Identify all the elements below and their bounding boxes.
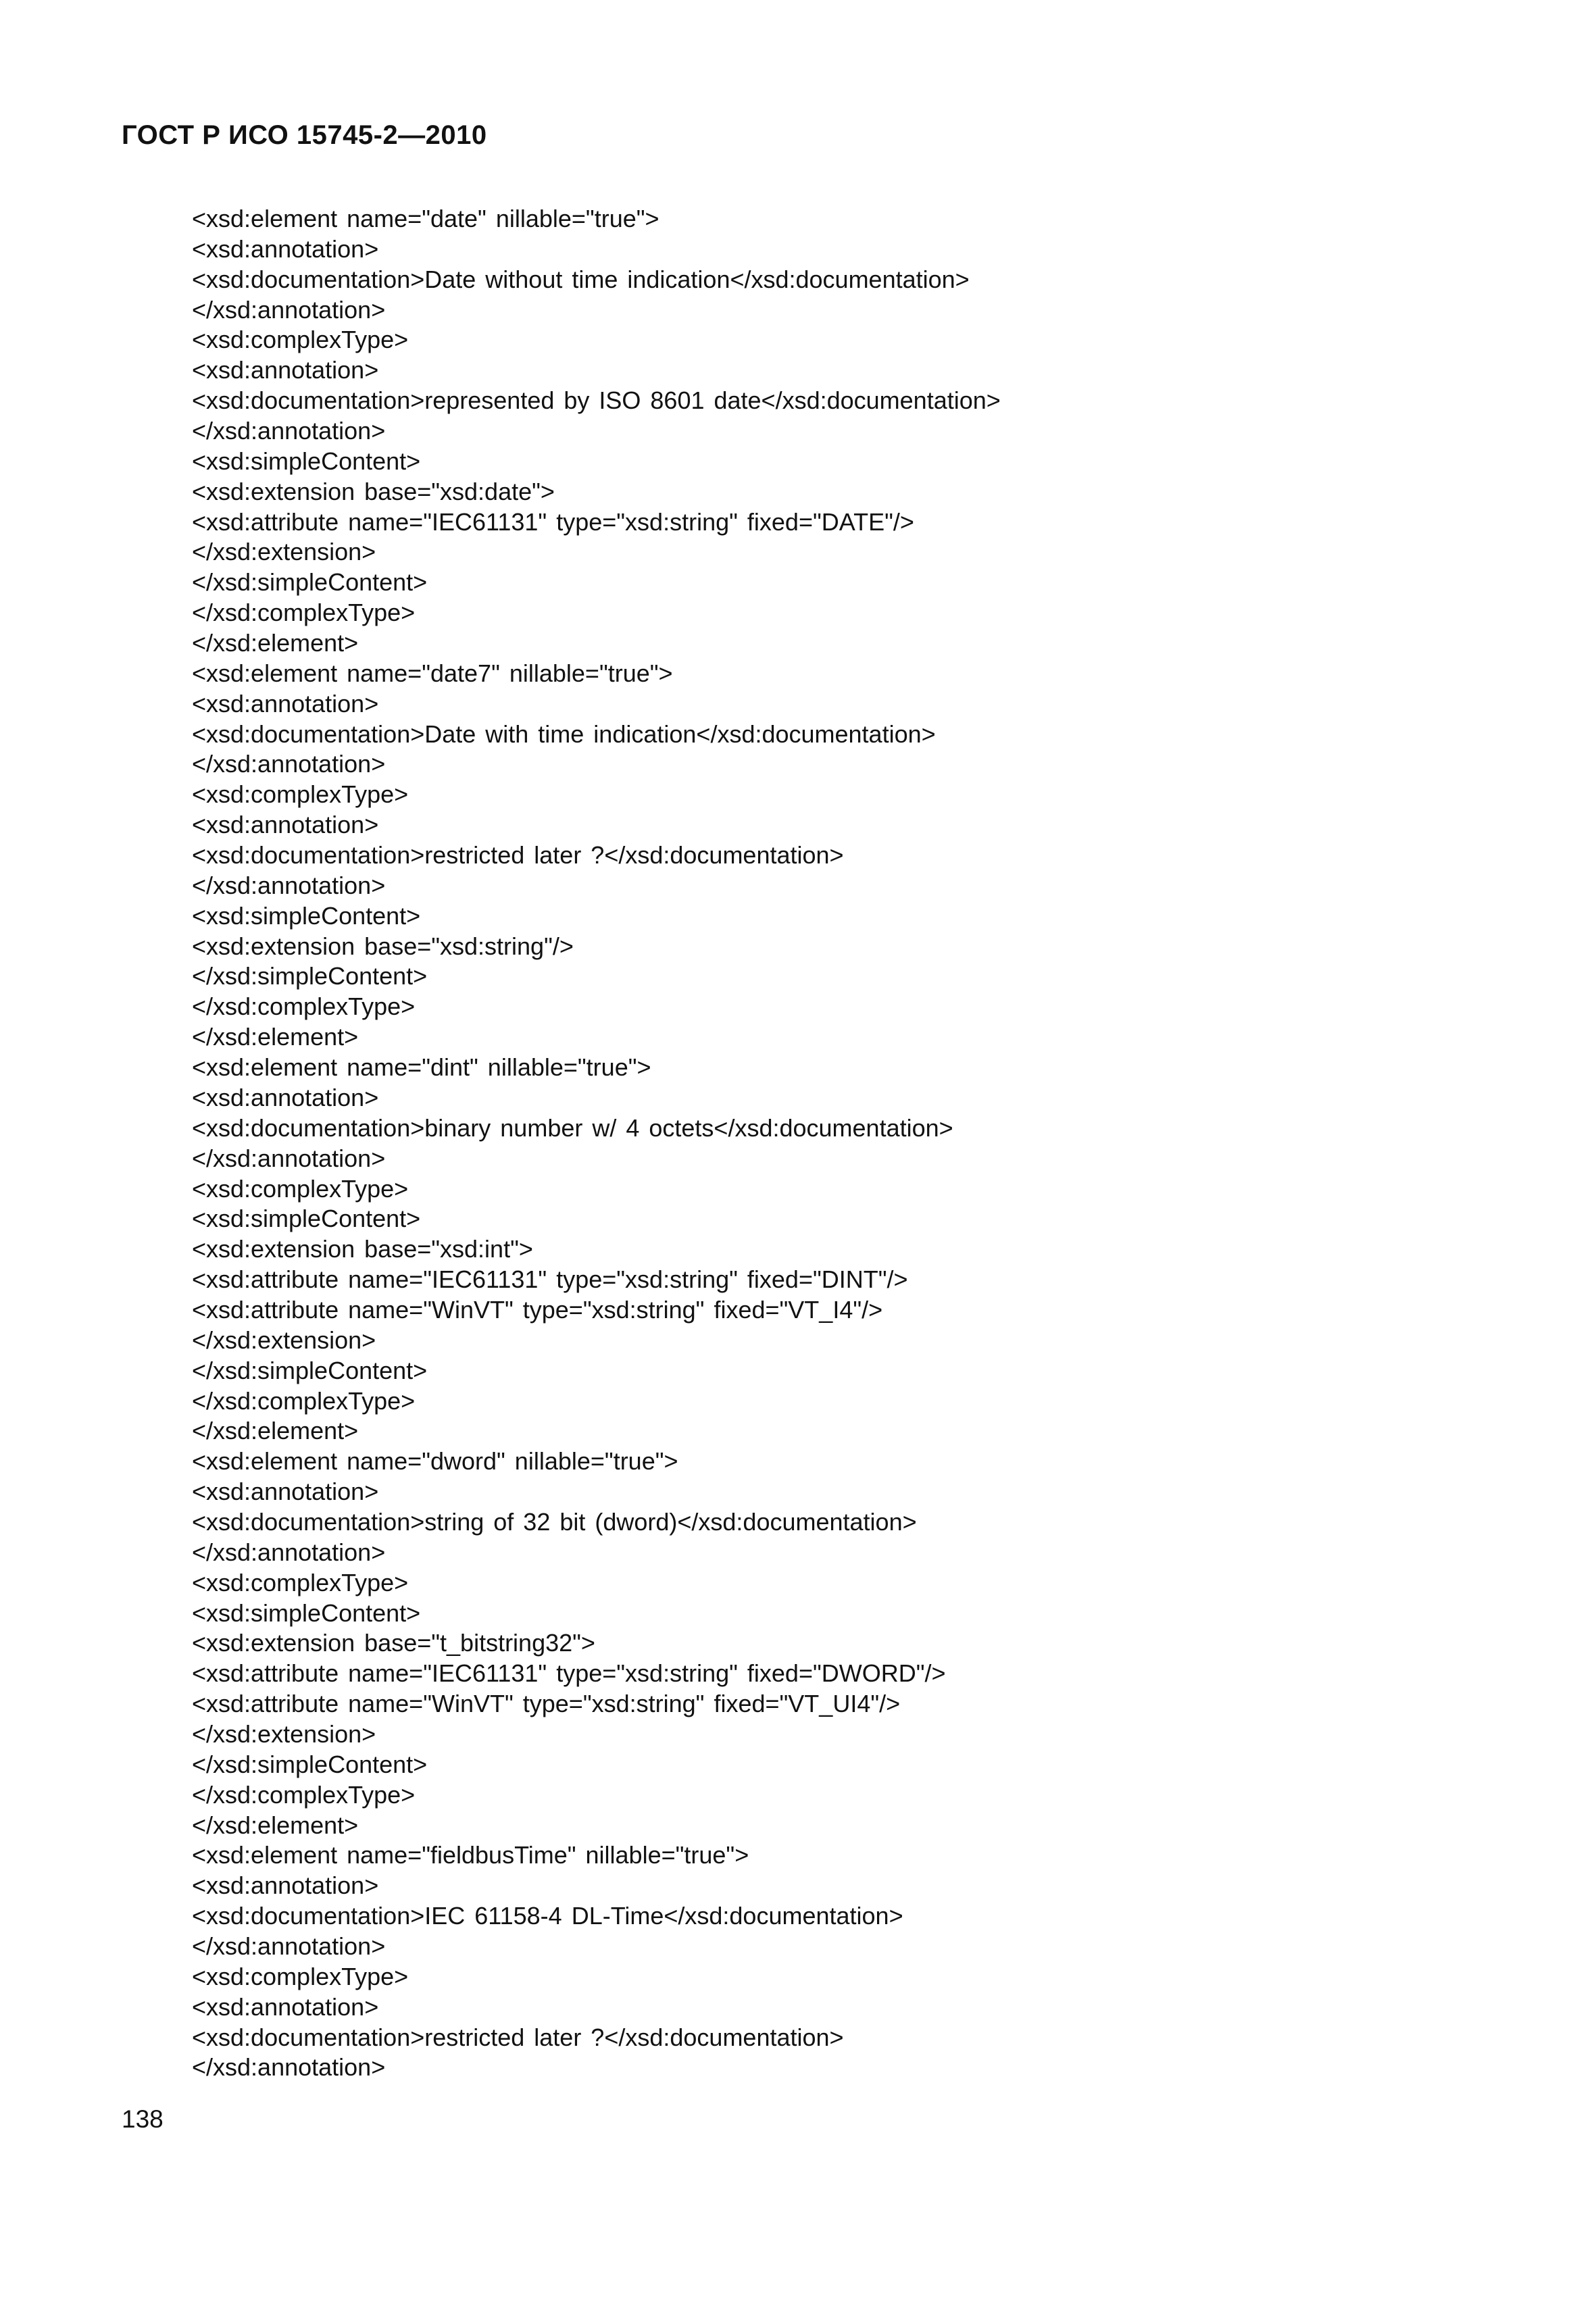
code-line: </xsd:element> [192,1023,359,1051]
code-line: <xsd:element name="date7" nillable="true"> [192,659,673,687]
xml-schema-code-block [192,204,1510,2083]
code-line: <xsd:attribute name="WinVT" type="xsd:string" fixed="VT_I4"/> [192,1295,883,1324]
code-line: <xsd:annotation> [192,811,379,839]
code-line: </xsd:annotation> [192,871,386,899]
code-line: </xsd:extension> [192,1719,376,1748]
code-line: <xsd:element name="fieldbusTime" nillable="true"> [192,1841,749,1869]
code-line: <xsd:extension base="xsd:date"> [192,477,555,505]
code-line: <xsd:simpleContent> [192,1205,421,1233]
code-line: </xsd:complexType> [192,1386,416,1415]
code-line: <xsd:annotation> [192,1871,379,1900]
code-line: <xsd:documentation>string of 32 bit (dword)</xsd:documentation> [192,1507,917,1536]
code-line: </xsd:extension> [192,1326,376,1354]
code-line: <xsd:complexType> [192,1568,409,1596]
code-line: <xsd:annotation> [192,234,379,263]
code-line: </xsd:annotation> [192,417,386,445]
code-line: </xsd:complexType> [192,992,416,1021]
code-line: <xsd:element name="date" nillable="true"> [192,205,659,232]
code-line: <xsd:extension base="t_bitstring32"> [192,1629,595,1657]
code-line: <xsd:documentation>Date with time indication</xsd:documentation> [192,720,936,748]
code-line: <xsd:documentation>restricted later ?</xsd:documentation> [192,841,844,870]
code-line: <xsd:complexType> [192,1962,409,1990]
code-line: <xsd:extension base="xsd:int"> [192,1235,533,1263]
code-line: <xsd:simpleContent> [192,447,421,475]
code-line: </xsd:annotation> [192,1538,386,1566]
code-line: </xsd:simpleContent> [192,568,428,597]
code-line: <xsd:complexType> [192,780,409,809]
code-line: <xsd:element name="dint" nillable="true"> [192,1053,651,1082]
code-line: </xsd:complexType> [192,1780,416,1809]
code-line: <xsd:annotation> [192,356,379,384]
code-line: <xsd:documentation>binary number w/ 4 octets</xsd:documentation> [192,1113,953,1142]
code-line: <xsd:attribute name="IEC61131" type="xsd:string" fixed="DWORD"/> [192,1659,946,1688]
code-line: <xsd:documentation>Date without time indication</xsd:documentation> [192,265,970,293]
code-line: <xsd:annotation> [192,1478,379,1506]
code-line: <xsd:documentation>restricted later ?</xsd:documentation> [192,2023,844,2051]
code-line: </xsd:simpleContent> [192,1356,428,1384]
code-line: </xsd:annotation> [192,295,386,324]
code-line: <xsd:simpleContent> [192,1599,421,1627]
page-number: 138 [122,2105,164,2133]
code-line: <xsd:attribute name="WinVT" type="xsd:string" fixed="VT_UI4"/> [192,1690,901,1718]
code-line: </xsd:extension> [192,538,376,566]
code-line: </xsd:element> [192,1811,359,1839]
code-line: <xsd:annotation> [192,1083,379,1111]
code-line: <xsd:attribute name="IEC61131" type="xsd:string" fixed="DINT"/> [192,1265,908,1294]
code-line: </xsd:annotation> [192,1932,386,1960]
code-line: <xsd:annotation> [192,689,379,718]
code-line: </xsd:element> [192,629,359,657]
code-line: </xsd:annotation> [192,750,386,778]
page-header-standard-id: ГОСТ Р ИСО 15745-2—2010 [122,120,487,150]
code-line: </xsd:element> [192,1417,359,1445]
code-line: <xsd:documentation>IEC 61158-4 DL-Time</xsd:documentation> [192,1902,903,1930]
code-line: <xsd:complexType> [192,326,409,354]
code-line: </xsd:simpleContent> [192,1750,428,1778]
code-line: <xsd:element name="dword" nillable="true"> [192,1447,678,1476]
code-line: <xsd:annotation> [192,1992,379,2021]
code-line: <xsd:complexType> [192,1174,409,1203]
code-line: <xsd:extension base="xsd:string"/> [192,932,574,960]
code-line: <xsd:documentation>represented by ISO 8601 date</xsd:documentation> [192,386,1001,415]
code-line: </xsd:annotation> [192,1144,386,1172]
code-line: <xsd:attribute name="IEC61131" type="xsd:string" fixed="DATE"/> [192,507,914,536]
code-line: </xsd:complexType> [192,599,416,627]
code-line: </xsd:simpleContent> [192,962,428,990]
code-line: </xsd:annotation> [192,2053,386,2082]
code-line: <xsd:simpleContent> [192,901,421,930]
